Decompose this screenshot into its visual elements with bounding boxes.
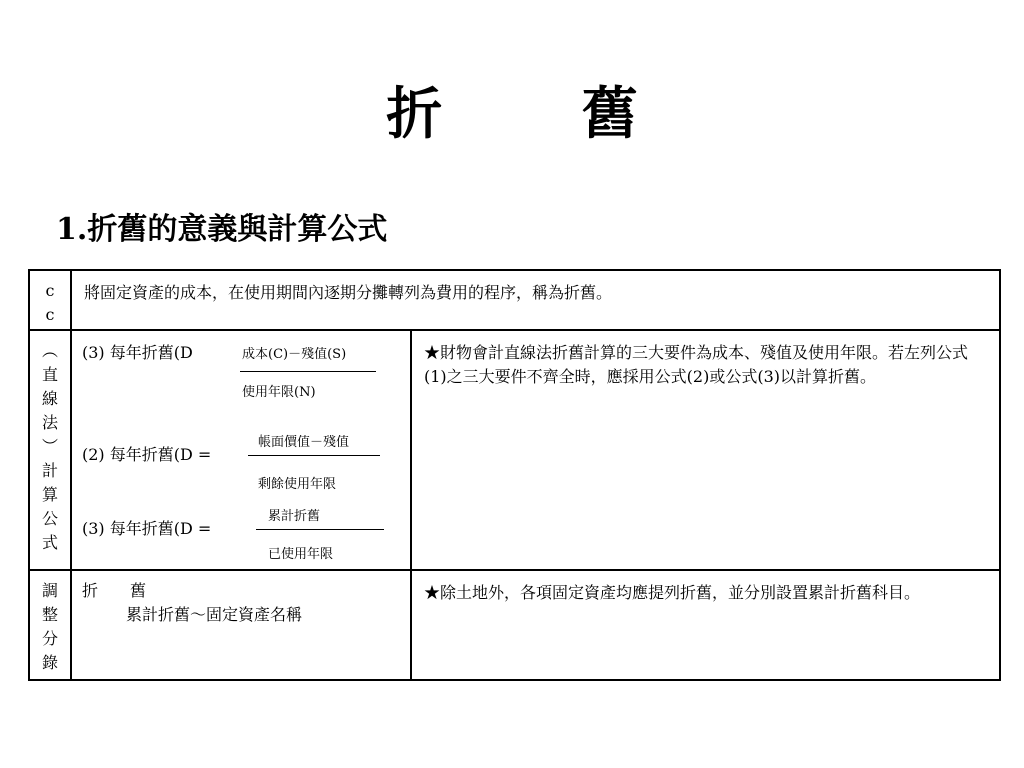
slide-title: 折 舊 bbox=[386, 81, 698, 147]
label-char: 調 bbox=[41, 581, 58, 600]
label-char: 算 bbox=[41, 485, 58, 504]
journal-note: ★除土地外，各項固定資產均應提列折舊，並分別設置累計折舊科目。 bbox=[411, 570, 1000, 680]
formula1-denominator: 使用年限(N) bbox=[242, 385, 316, 400]
section-heading: 1.折舊的意義與計算公式 bbox=[56, 212, 388, 247]
formula3-prefix: (3) 每年折舊(D = bbox=[82, 519, 212, 538]
formula-cell bbox=[71, 330, 411, 570]
label-char: ︵ bbox=[41, 341, 58, 360]
journal-credit: 累計折舊～固定資產名稱 bbox=[126, 605, 303, 624]
label-char: 分 bbox=[41, 629, 58, 648]
table-row-journal bbox=[29, 570, 1000, 680]
formula-note: ★財物會計直線法折舊計算的三大要件為成本、殘值及使用年限。若左列公式(1)之三大要件不齊全時，應採用公式(2)或公式(3)以計算折舊。 bbox=[411, 330, 1000, 570]
formula3-denominator: 已使用年限 bbox=[268, 547, 334, 562]
label-char: 整 bbox=[41, 605, 58, 624]
formula3-numerator: 累計折舊 bbox=[268, 509, 321, 524]
table-row-formulas bbox=[29, 330, 1000, 570]
row-label-journal bbox=[29, 570, 71, 680]
formula1-prefix: (3) 每年折舊(D bbox=[82, 343, 193, 362]
formula2-numerator: 帳面價值－殘值 bbox=[258, 435, 350, 450]
formula2-denominator: 剩餘使用年限 bbox=[258, 477, 337, 492]
label-char: 直 bbox=[41, 365, 58, 384]
label-char: c bbox=[45, 281, 55, 300]
label-char: 式 bbox=[41, 533, 58, 552]
label-char: c bbox=[45, 305, 55, 324]
label-char: ︶ bbox=[41, 437, 58, 456]
table-row-definition bbox=[29, 270, 1000, 330]
formula3-fraction-line bbox=[256, 529, 384, 530]
depreciation-table bbox=[28, 269, 1001, 681]
label-char: 公 bbox=[41, 509, 58, 528]
journal-entry bbox=[71, 570, 411, 680]
formula2-prefix: (2) 每年折舊(D = bbox=[82, 445, 212, 464]
label-char: 錄 bbox=[41, 653, 58, 672]
definition-text: 將固定資產的成本，在使用期間內逐期分攤轉列為費用的程序，稱為折舊。 bbox=[71, 270, 1000, 330]
formula2-fraction-line bbox=[248, 455, 380, 456]
row-label-definition bbox=[29, 270, 71, 330]
label-char: 計 bbox=[41, 461, 58, 480]
row-label-formulas bbox=[29, 330, 71, 570]
formula1-numerator: 成本(C)－殘值(S) bbox=[242, 347, 347, 362]
formula1-fraction-line bbox=[240, 371, 376, 372]
label-char: 線 bbox=[41, 389, 58, 408]
label-char: 法 bbox=[41, 413, 58, 432]
journal-debit: 折 舊 bbox=[82, 581, 147, 600]
